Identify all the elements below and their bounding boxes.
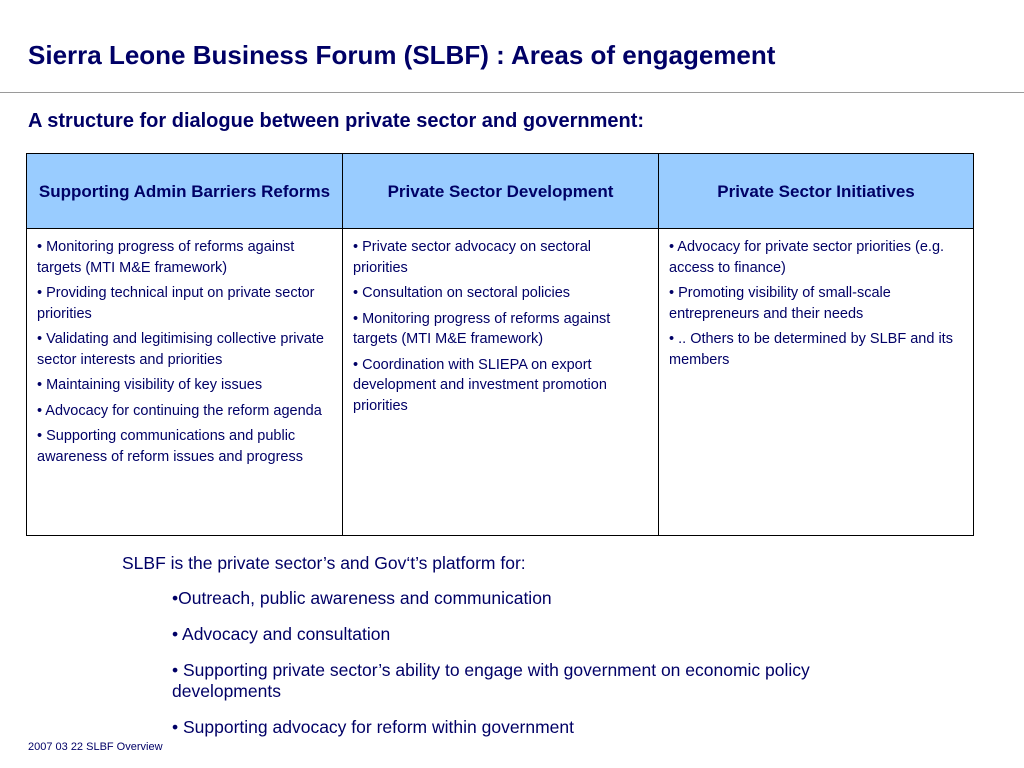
list-item: • Supporting communications and public awareness of reform issues and progress	[37, 428, 303, 465]
table-header-row	[27, 154, 974, 229]
list-item: • Supporting private sector’s ability to engage with government on economic policy developments	[172, 660, 810, 701]
list-item: • .. Others to be determined by SLBF and its members	[669, 331, 953, 368]
engagement-table	[26, 153, 974, 536]
list-item: • Advocacy and consultation	[172, 624, 391, 644]
list-item: • Providing technical input on private sector priorities	[37, 285, 315, 322]
list-item: • Promoting visibility of small-scale entrepreneurs and their needs	[669, 285, 891, 322]
slide-title: Sierra Leone Business Forum (SLBF) : Areas of engagement	[28, 40, 776, 70]
platform-section	[122, 553, 862, 753]
private-sector-initiatives-list	[669, 237, 963, 370]
list-item: • Consultation on sectoral policies	[353, 285, 571, 301]
list-item: • Maintaining visibility of key issues	[37, 377, 263, 393]
header-private-sector-development: Private Sector Development	[343, 154, 659, 229]
list-item: • Validating and legitimising collective private sector interests and priorities	[37, 331, 324, 368]
cell-admin-barriers	[27, 229, 343, 536]
admin-barriers-list	[37, 237, 332, 467]
list-item: •Outreach, public awareness and communication	[172, 588, 552, 608]
list-item: • Private sector advocacy on sectoral priorities	[353, 239, 591, 276]
platform-intro: SLBF is the private sector’s and Gov‘t’s platform for:	[122, 553, 526, 573]
footer-label: 2007 03 22 SLBF Overview	[28, 741, 163, 753]
list-item: • Supporting advocacy for reform within government	[172, 717, 575, 737]
list-item: • Monitoring progress of reforms against targets (MTI M&E framework)	[37, 239, 295, 276]
title-divider	[0, 92, 1024, 93]
slide-subtitle: A structure for dialogue between private sector and government:	[28, 110, 645, 132]
list-item: • Advocacy for continuing the reform agenda	[37, 402, 322, 419]
private-sector-development-list	[353, 237, 648, 416]
list-item: • Advocacy for private sector priorities (e.g. access to finance)	[669, 239, 945, 276]
platform-list	[122, 588, 862, 738]
cell-private-sector-development	[343, 229, 659, 536]
cell-private-sector-initiatives	[659, 229, 974, 536]
header-private-sector-initiatives: Private Sector Initiatives	[659, 154, 974, 229]
list-item: • Monitoring progress of reforms against targets (MTI M&E framework)	[353, 310, 611, 347]
list-item: • Coordination with SLIEPA on export development and investment promotion priorities	[353, 356, 607, 414]
table-body-row	[27, 229, 974, 536]
header-admin-barriers: Supporting Admin Barriers Reforms	[27, 154, 343, 229]
